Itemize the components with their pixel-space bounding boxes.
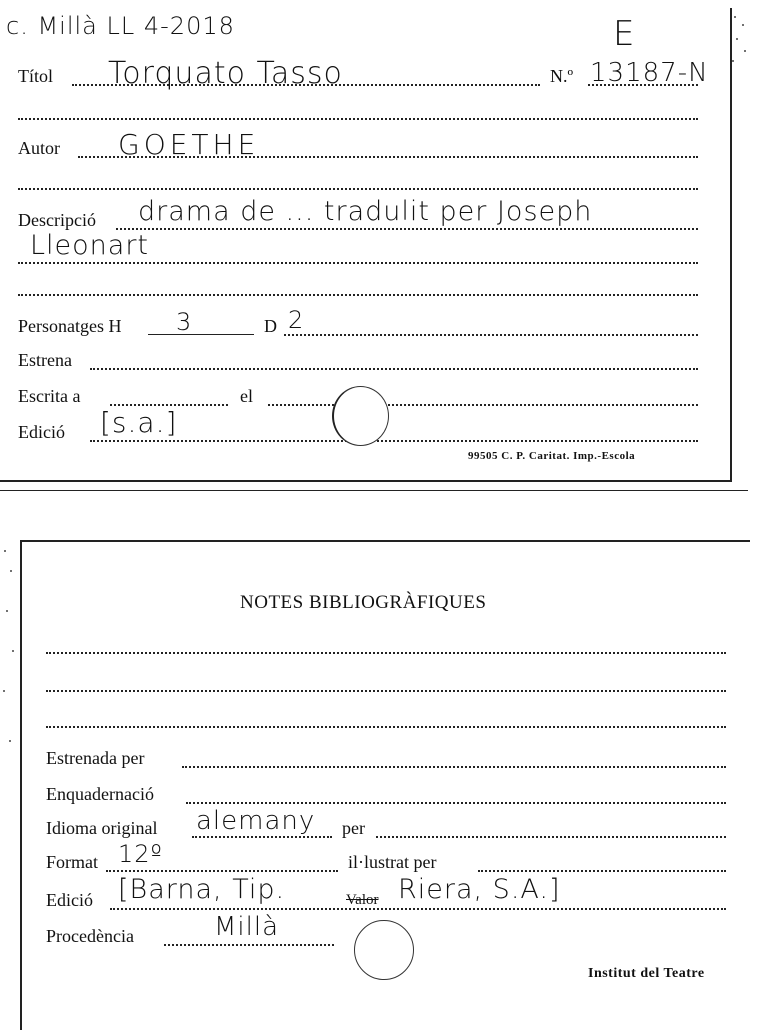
number-value: 13187-N [590, 58, 709, 88]
premiered-by-label: Estrenada per [46, 748, 145, 768]
notes-line-3 [46, 726, 726, 728]
format-line [106, 870, 338, 872]
back-edition-label: Edició [46, 890, 93, 910]
back-edition-value-1: [Barna, Tip. [118, 874, 286, 905]
author-extra-dotted-line [18, 188, 698, 190]
origin-line [164, 944, 334, 946]
original-language-line [192, 836, 332, 838]
written-el-label: el [240, 386, 253, 406]
back-edition-value-2: Riera, S.A.] [398, 874, 561, 905]
premiered-by-line [182, 766, 726, 768]
description-dotted-line [116, 228, 698, 230]
number-label: N.º [550, 66, 574, 86]
notes-heading: NOTES BIBLIOGRÀFIQUES [240, 592, 487, 613]
translated-by-label: per [342, 818, 365, 838]
author-value: GOETHE [118, 128, 260, 161]
binding-label: Enquadernació [46, 784, 154, 804]
notes-line-1 [46, 652, 726, 654]
characters-label: Personatges H [18, 316, 122, 336]
translated-by-line [376, 836, 726, 838]
value-label-struck: Valor [346, 892, 379, 908]
characters-h-line [148, 334, 254, 335]
title-label: Títol [18, 66, 53, 86]
hole-punch-top [332, 386, 389, 446]
illustrated-by-label: il·lustrat per [348, 852, 437, 872]
characters-d-line [284, 334, 698, 336]
characters-h-value: 3 [176, 308, 193, 336]
scan-noise-right [730, 10, 750, 70]
notes-line-2 [46, 690, 726, 692]
original-language-value: alemany [196, 806, 316, 836]
edition-value: [s.a.] [100, 406, 178, 439]
description-value-line2: Lleonart [30, 230, 150, 261]
format-value: 12º [118, 840, 163, 868]
description-dotted-line-3 [18, 294, 698, 296]
description-dotted-line-2 [18, 262, 698, 264]
origin-value: Millà [214, 912, 280, 942]
characters-d-label: D [264, 316, 277, 336]
description-value-line1: drama de ... tradulit per Joseph [138, 196, 593, 227]
original-language-label: Idioma original [46, 818, 158, 838]
binding-line [186, 802, 726, 804]
characters-d-value: 2 [288, 306, 305, 334]
card-separator-line [0, 490, 748, 491]
hole-punch-bottom [354, 920, 414, 980]
corner-mark: E [613, 14, 636, 54]
format-label: Format [46, 852, 98, 872]
back-edition-line [110, 908, 726, 910]
origin-label: Procedència [46, 926, 134, 946]
description-label: Descripció [18, 210, 96, 230]
title-extra-dotted-line [18, 118, 698, 120]
premiere-dotted-line [90, 368, 698, 370]
institution-imprint: Institut del Teatre [588, 966, 705, 981]
written-label: Escrita a [18, 386, 81, 406]
author-label: Autor [18, 138, 60, 158]
corner-note: c. Millà LL 4-2018 [6, 12, 235, 40]
scan-noise-left [0, 540, 18, 760]
edition-label: Edició [18, 422, 65, 442]
title-value: Torquato Tasso [108, 56, 343, 91]
printer-imprint: 99505 C. P. Caritat. Imp.-Escola [468, 450, 636, 462]
illustrated-by-line [478, 870, 726, 872]
premiere-label: Estrena [18, 350, 72, 370]
edition-dotted-line [90, 440, 698, 442]
